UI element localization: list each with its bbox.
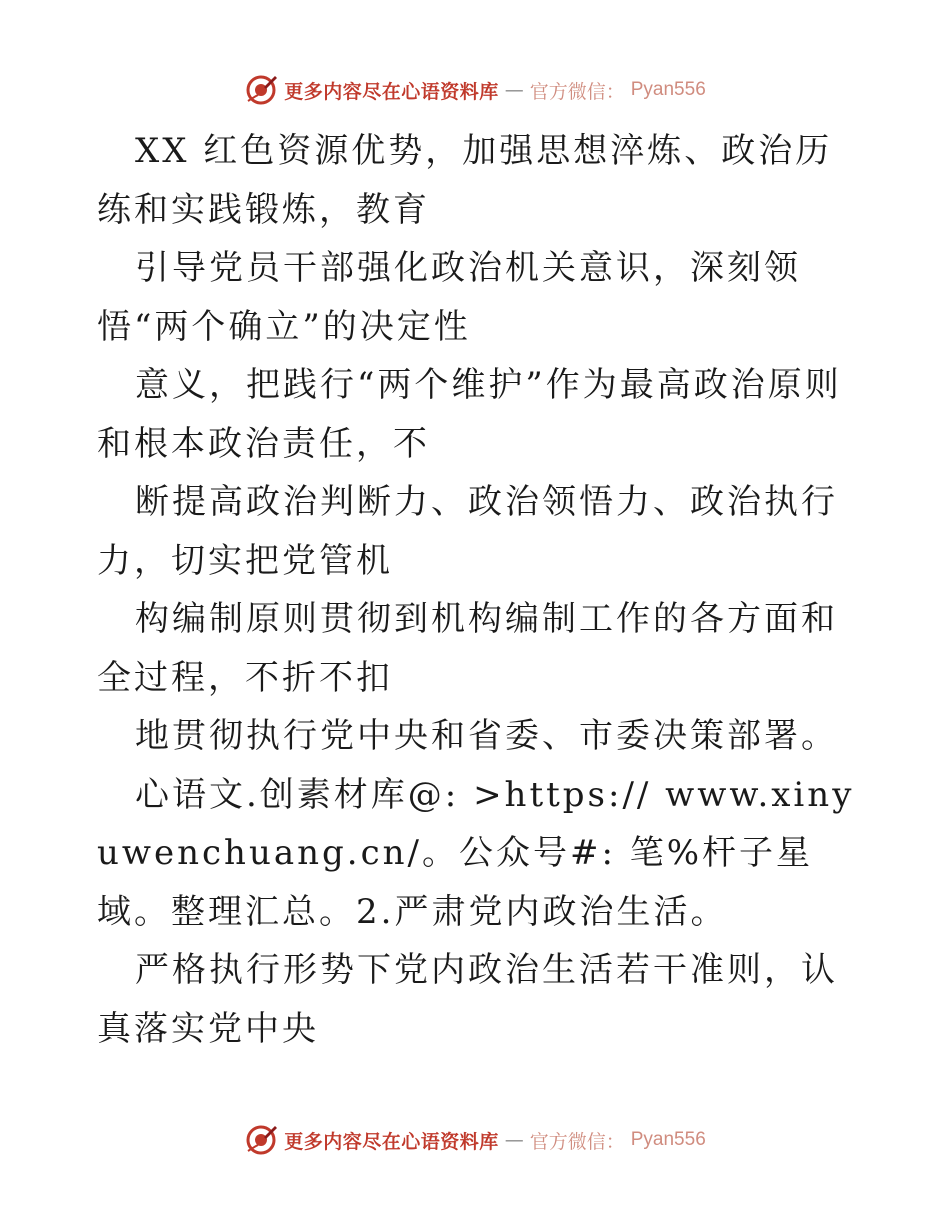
wechat-label: 官方微信： [529,1130,625,1153]
wechat-id: Pyan556 [630,79,706,100]
header-banner [0,68,950,112]
separator-dash: — [504,1129,524,1151]
wechat-label: 官方微信： [529,80,625,103]
paragraph-source-note: 心语文.创素材库@: >https:// www.xinyuwenchuang.cn/。公众号#: 笔%杆子星域。整理汇总。2.严肃党内政治生活。 [97,774,855,932]
paragraph: 构编制原则贯彻到机构编制工作的各方面和全过程，不折不扣 [97,599,838,698]
pen-circle-logo-icon [244,73,278,107]
document-body [97,122,857,1058]
separator-dash: — [504,79,524,101]
promo-text: 更多内容尽在心语资料库 [284,80,499,103]
paragraph: 断提高政治判断力、政治领悟力、政治执行力，切实把党管机 [97,482,838,581]
footer-banner [0,1118,950,1162]
paragraph: 地贯彻执行党中央和省委、市委决策部署。 [135,716,838,756]
promo-text: 更多内容尽在心语资料库 [284,1130,499,1153]
paragraph: XX 红色资源优势，加强思想淬炼、政治历练和实践锻炼，教育 [97,131,833,230]
pen-circle-logo-icon [244,1123,278,1157]
wechat-id: Pyan556 [630,1129,706,1150]
paragraph: 严格执行形势下党内政治生活若干准则，认真落实党中央 [97,950,838,1049]
paragraph: 意义，把践行“两个维护”作为最高政治原则和根本政治责任，不 [97,365,842,464]
paragraph: 引导党员干部强化政治机关意识，深刻领悟“两个确立”的决定性 [97,248,801,347]
